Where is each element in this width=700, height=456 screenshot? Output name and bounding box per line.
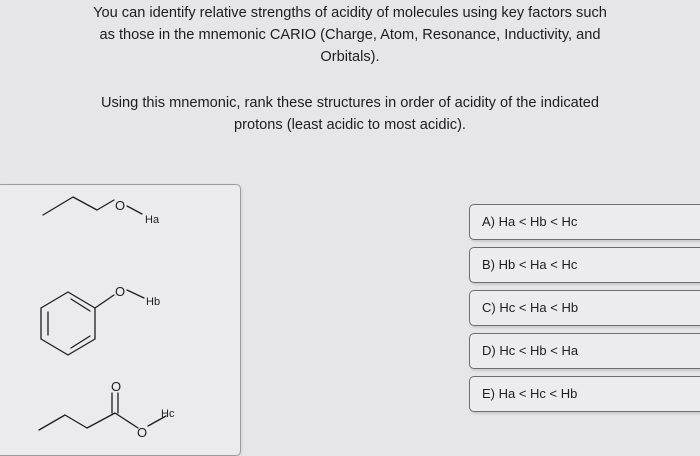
propyl-chain xyxy=(43,197,114,215)
option-label: B) Hb < Ha < Hc xyxy=(482,257,578,272)
question-line: as those in the mnemonic CARIO (Charge, Atom, Resonance, Inductivity, and xyxy=(99,27,601,43)
oxygen-label-b: O xyxy=(115,284,126,299)
proton-label-hb: Hb xyxy=(146,296,161,308)
option-d[interactable] xyxy=(469,333,700,369)
option-label: C) Hc < Ha < Hb xyxy=(482,300,579,315)
question-line: You can identify relative strengths of acidity of molecules using key factors such xyxy=(93,5,607,21)
carbonyl-oxygen-label: O xyxy=(111,379,122,394)
question-line: Orbitals). xyxy=(320,49,380,65)
proton-label-hc: Hc xyxy=(161,408,175,420)
oxygen-label-c: O xyxy=(137,425,148,440)
answer-options xyxy=(469,204,700,419)
option-label: D) Hc < Hb < Ha xyxy=(482,343,579,358)
option-b[interactable] xyxy=(469,247,700,283)
question-text xyxy=(40,2,660,136)
option-a[interactable] xyxy=(469,204,700,240)
structures-drawing xyxy=(0,185,240,455)
option-e[interactable] xyxy=(469,376,700,412)
ring-double-bond xyxy=(71,299,90,311)
proton-label-ha: Ha xyxy=(145,214,160,226)
o-h-bond-a xyxy=(127,206,142,214)
c-o-bond-b xyxy=(95,295,114,308)
benzene-ring xyxy=(41,292,95,355)
question-line: Using this mnemonic, rank these structures in order of acidity of the indicated xyxy=(100,95,600,111)
ring-double-bond xyxy=(71,336,90,348)
question-line: protons (least acidic to most acidic). xyxy=(234,117,466,133)
c-o-single-bond xyxy=(115,413,138,428)
option-label: E) Ha < Hc < Hb xyxy=(482,386,578,401)
structures-panel xyxy=(0,184,241,456)
oxygen-label-a: O xyxy=(115,198,126,213)
o-h-bond-b xyxy=(127,290,144,298)
butyl-chain xyxy=(39,413,115,430)
option-label: A) Ha < Hb < Hc xyxy=(482,214,578,229)
option-c[interactable] xyxy=(469,290,700,326)
